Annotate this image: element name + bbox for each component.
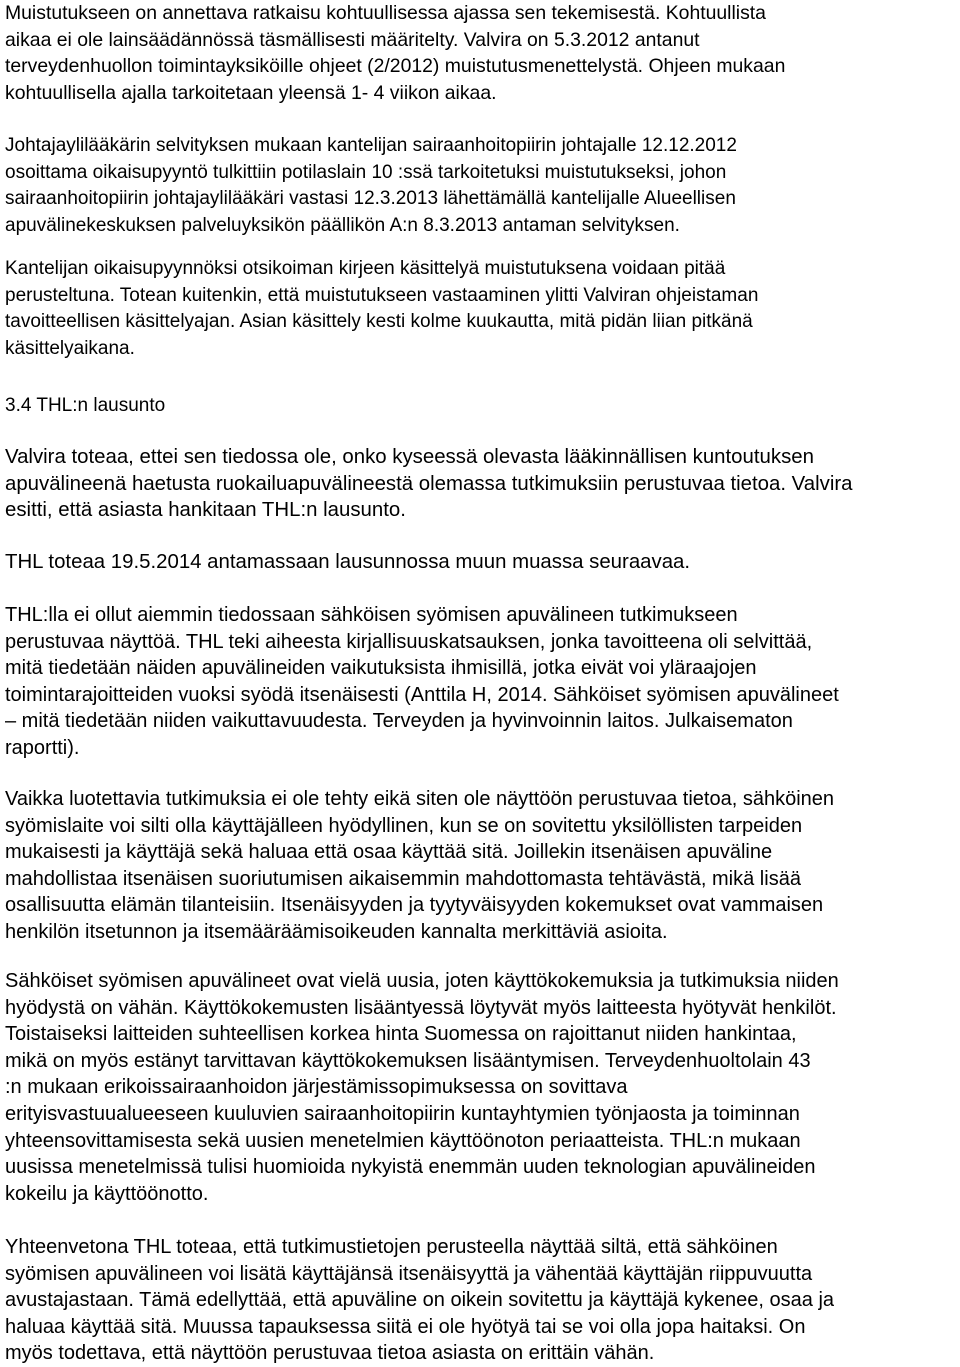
text-line: kohtuullisella ajalla tarkoitetaan yleensä 1- 4 viikon aikaa. [5,81,497,104]
text-line: uusissa menetelmissä tulisi huomioida nykyistä enemmän uuden teknologian apuvälineiden [5,1156,816,1179]
text-line: Muistutukseen on annettava ratkaisu kohtuullisessa ajassa sen tekemisestä. Kohtuullista [5,2,766,24]
text-line: syömislaite voi silti olla käyttäjälleen hyödyllinen, kun se on sovitettu yksilöllisten tarpeiden [5,814,803,837]
section-heading [5,393,955,420]
text-line: haluaa käyttää sitä. Muussa tapauksessa siitä ei ole hyötyä tai se voi olla jopa haitaksi. On [5,1315,806,1338]
text-line: mahdollistaa itsenäisen suoriutumisen aikaisemmin mahdottomasta tehtävästä, mikä lisää [5,867,801,890]
text-line: mikä on myös estänyt tarvittavan käyttökokemuksen lisääntymisen. Terveydenhuoltolain 43 [5,1049,811,1072]
text-line: käsittelyaikana. [5,337,135,359]
text-line: mukaisesti ja käyttäjä sekä haluaa että osaa käyttää sitä. Joillekin itsenäisen apuväline [5,841,773,864]
text-line: raportti). [5,736,80,759]
text-line: Johtajaylilääkärin selvityksen mukaan kantelijan sairaanhoitopiirin johtajalle 12.12.2012 [5,135,737,156]
text-line: Toistaiseksi laitteiden suhteellisen korkea hinta Suomessa on rajoittanut niiden hankintaa, [5,1023,797,1046]
text-line: sairaanhoitopiirin johtajaylilääkäri vastasi 12.3.2013 lähettämällä kantelijalle Alueellisen [5,188,736,210]
text-line: mitä tiedetään näiden apuvälineiden vaikutuksista ihmisillä, jotka eivät voi yläraajojen [5,657,757,680]
text-line: myös todettava, että näyttöön perustuvaa tietoa asiasta on erittäin vähän. [5,1342,655,1365]
text-line: yhteensovittamisesta sekä uusien menetelmien käyttöönoton periaatteista. THL:n mukaan [5,1129,801,1152]
paragraph-kasittelyaika [5,256,955,362]
text-line: osallisuutta elämän tilanteisiin. Itsenäisyyden ja tyytyväisyyden kokemukset ovat vammaisen [5,894,824,917]
paragraph-johtajaylilaakari-selvitys [5,133,955,239]
text-line: aikaa ei ole lainsäädännössä täsmällisesti määritelty. Valvira on 5.3.2012 antanut [5,28,700,51]
text-line: Yhteenvetona THL toteaa, että tutkimustietojen perusteella näyttää siltä, että sähköinen [5,1236,778,1258]
text-line: kokeilu ja käyttöönotto. [5,1182,209,1205]
text-line: terveydenhuollon toimintayksiköille ohjeet (2/2012) muistutusmenettelystä. Ohjeen mukaan [5,55,786,78]
paragraph-hyodyllisyys [5,786,955,946]
paragraph-kayttokokemukset [5,968,955,1207]
text-line: apuvälinekeskuksen palveluyksikön päällikön A:n 8.3.2013 antaman selvityksen. [5,214,680,236]
text-line: osoittama oikaisupyyntö tulkittiin potilaslain 10 :ssä tarkoitetuksi muistutukseksi, johon [5,161,727,183]
text-line: apuvälineenä haetusta ruokailuapuvälineestä olemassa tutkimuksiin perustuvaa tietoa. Valvira [5,472,853,495]
text-line: – mitä tiedetään niiden vaikuttavuudesta. Terveyden ja hyvinvoinnin laitos. Julkaisematon [5,710,793,733]
text-line: esitti, että asiasta hankitaan THL:n lausunto. [5,499,406,522]
text-line: THL:lla ei ollut aiemmin tiedossaan sähköisen syömisen apuvälineen tutkimukseen [5,604,738,626]
text-line: Sähköiset syömisen apuvälineet ovat vielä uusia, joten käyttökokemuksia ja tutkimuksia niiden [5,970,839,992]
section-title: 3.4 THL:n lausunto [5,395,166,416]
text-line: henkilön itsetunnon ja itsemääräämisoikeuden kannalta merkittäviä asioita. [5,920,668,943]
text-line: THL toteaa 19.5.2014 antamassaan lausunnossa muun muassa seuraavaa. [5,551,691,573]
paragraph-thl-toteaa [5,549,955,576]
text-line: Valvira toteaa, ettei sen tiedossa ole, onko kyseessä olevasta lääkinnällisen kuntoutuksen [5,446,814,468]
text-line: syömisen apuvälineen voi lisätä käyttäjänsä itsenäisyyttä ja vähentää käyttäjän riippuvuutta [5,1262,813,1285]
text-line: Vaikka luotettavia tutkimuksia ei ole tehty eikä siten ole näyttöön perustuvaa tietoa, sähköinen [5,788,835,810]
text-line: perusteltuna. Totean kuitenkin, että muistutukseen vastaaminen ylitti Valviran ohjeistaman [5,284,759,306]
text-line: toimintarajoitteiden vuoksi syödä itsenäisesti (Anttila H, 2014. Sähköiset syömisen apuvälineet [5,683,839,706]
paragraph-muistutus-aika [5,0,955,106]
text-line: avustajastaan. Tämä edellyttää, että apuväline on oikein sovitettu ja käyttäjä kykenee, osaa ja [5,1289,835,1312]
paragraph-valvira-toteaa [5,444,955,524]
text-line: :n mukaan erikoissairaanhoidon järjestämissopimuksessa on sovittava [5,1076,628,1099]
text-line: perustuvaa näyttöä. THL teki aiheesta kirjallisuuskatsauksen, jonka tavoitteena oli selvittää, [5,630,813,653]
paragraph-kirjallisuuskatsaus [5,602,955,762]
text-line: tavoitteellisen käsittelyajan. Asian käsittely kesti kolme kuukautta, mitä pidän liian pitkänä [5,311,753,333]
paragraph-yhteenveto [5,1234,955,1367]
text-line: Kantelijan oikaisupyynnöksi otsikoiman kirjeen käsittelyä muistutuksena voidaan pitää [5,258,726,279]
text-line: erityisvastuualueeseen kuuluvien sairaanhoitopiirin kuntayhtymien työnjaosta ja toiminnan [5,1102,800,1125]
text-line: hyödystä on vähän. Käyttökokemusten lisääntyessä löytyvät myös laitteesta hyötyvät henkilöt. [5,996,837,1019]
